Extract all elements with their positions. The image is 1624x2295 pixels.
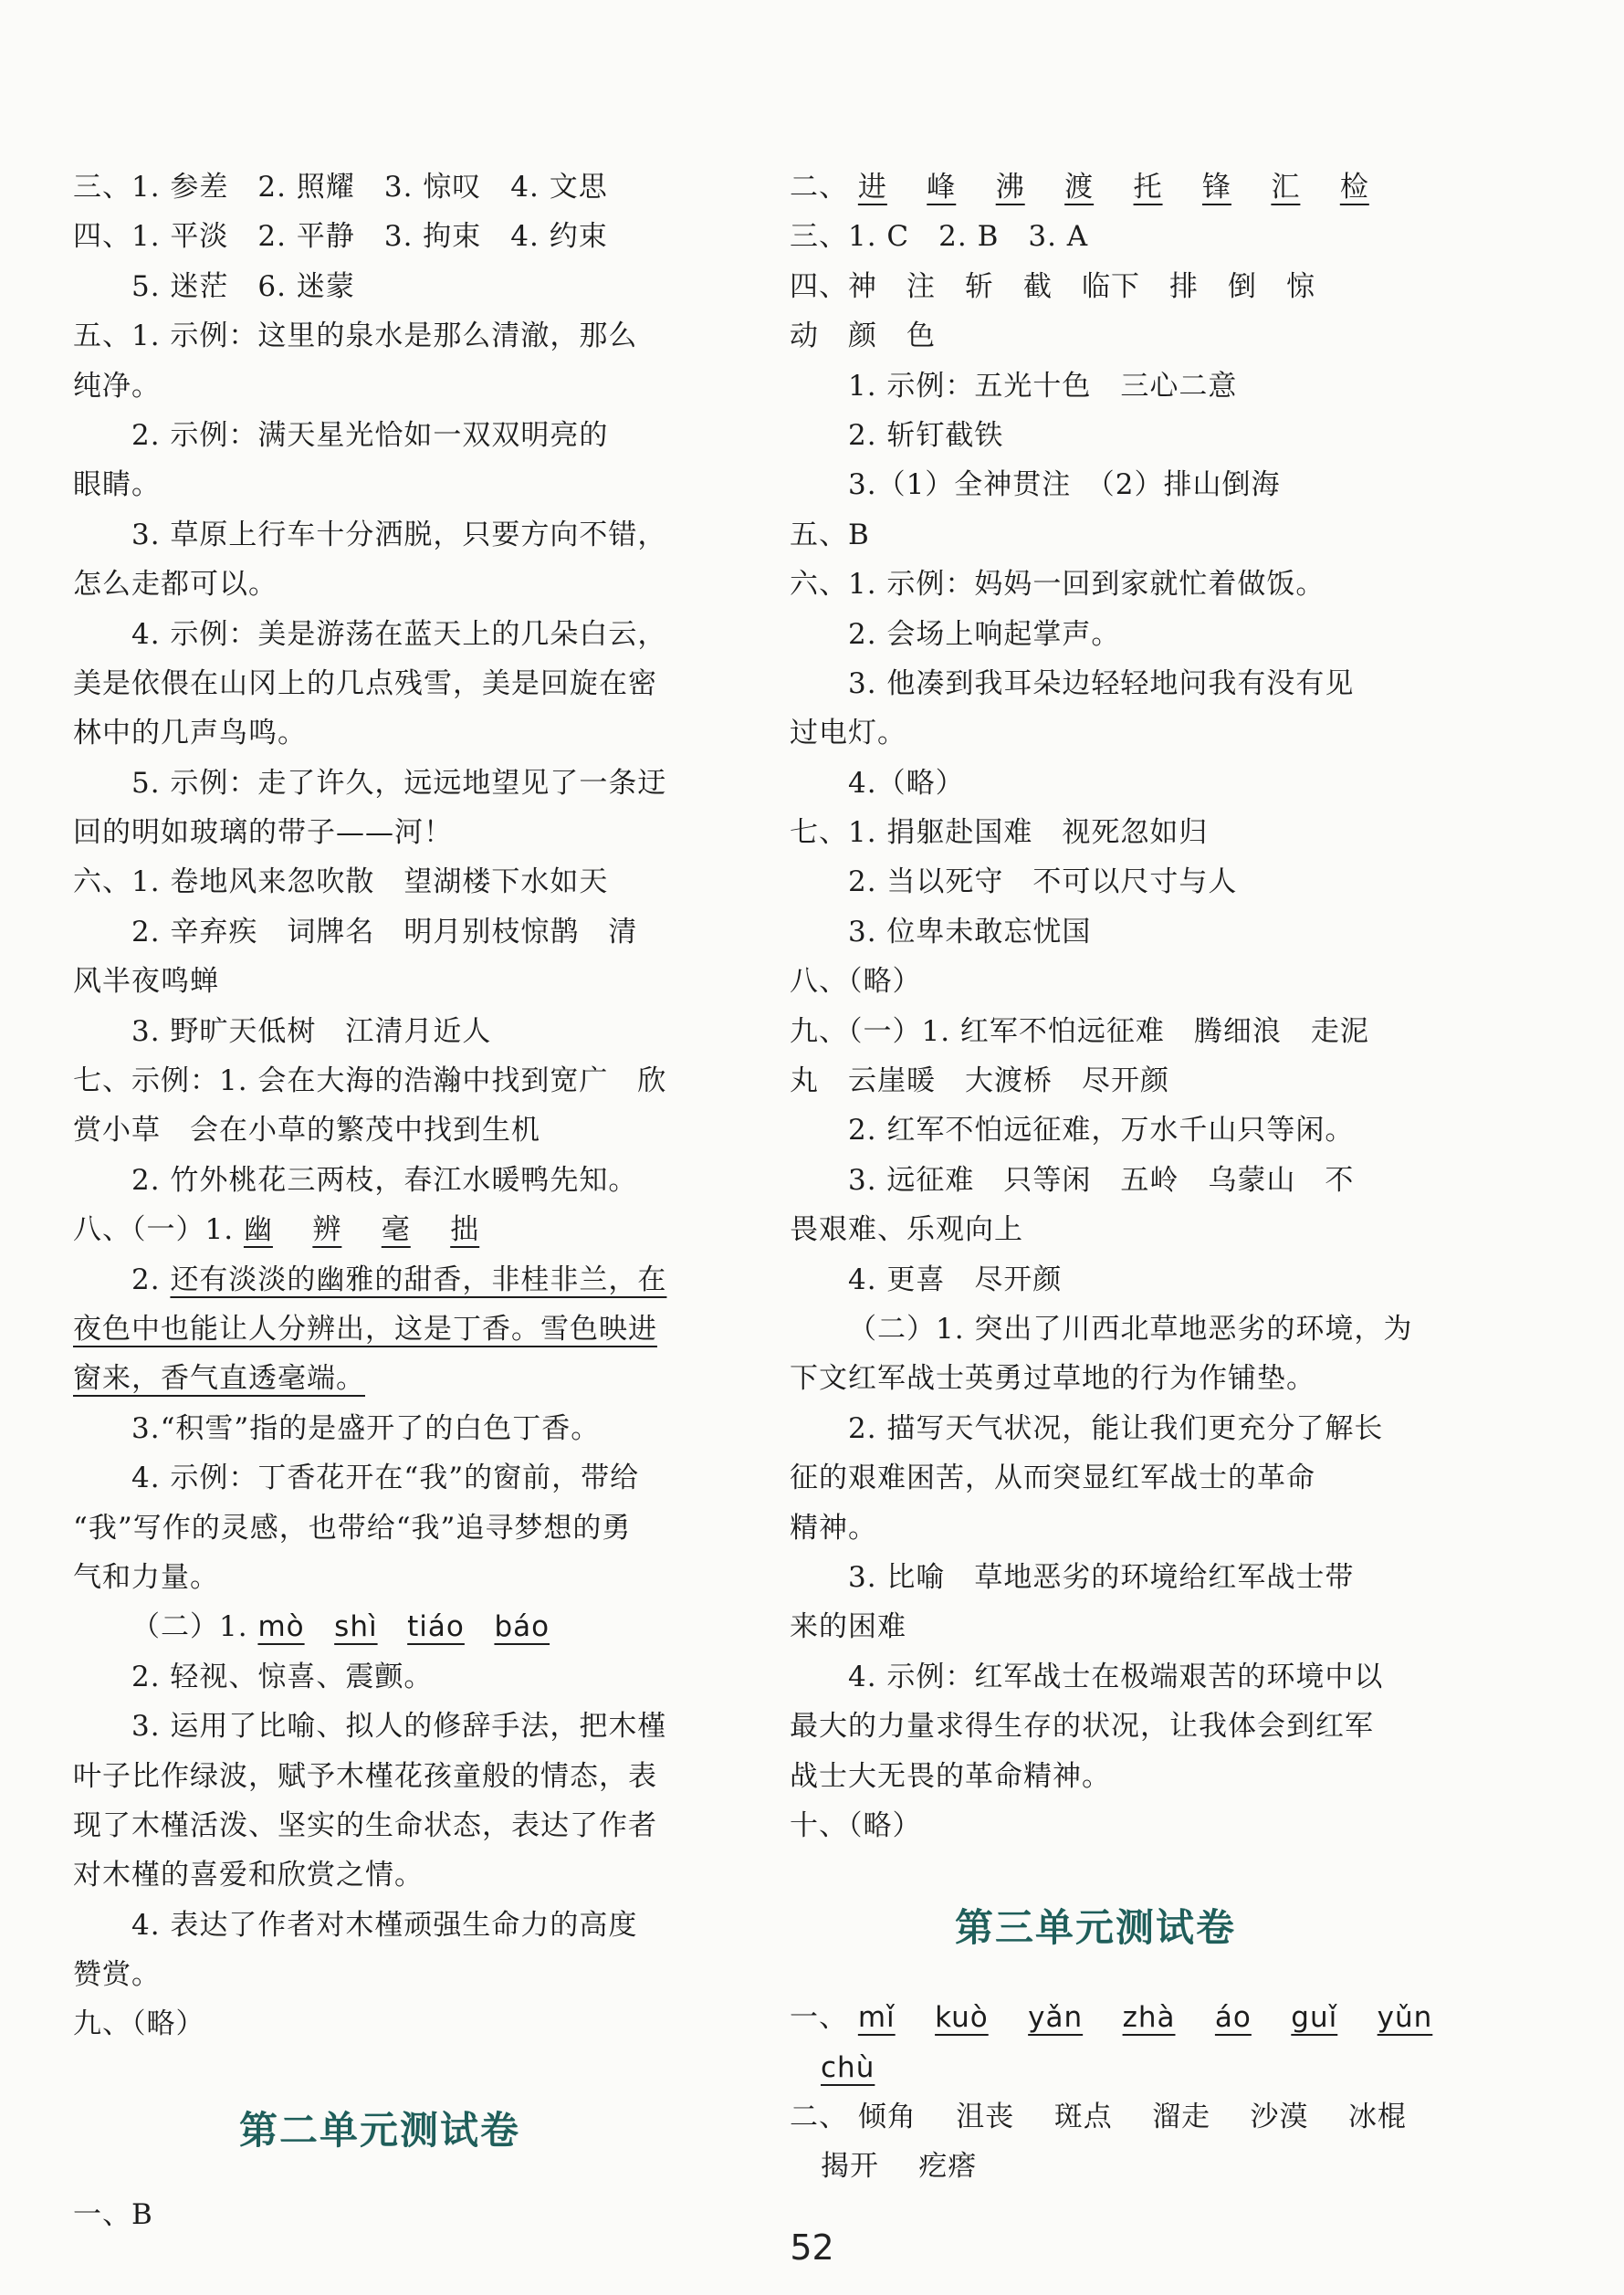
vocab-word: 溜走 [1152,2101,1211,2134]
vocab-word: 倾角 [857,2101,917,2134]
pinyin: kuò [935,2001,989,2035]
answer-line: 风半夜鸣蝉 [73,965,219,999]
vocab-word: 冰棍 [1347,2101,1407,2134]
q8-prefix: 八、（一）1. [73,1213,235,1247]
answer-line: 2. 示例：满天星光恰如一双双明亮的 [131,418,609,452]
answer-line: 畏艰难、乐观向上 [790,1213,1023,1247]
answer-line: 4. 更喜 尽开颜 [848,1263,1063,1296]
answer-line: 一、B [73,2197,153,2231]
section-title: 第三单元测试卷 [954,1905,1236,1951]
pinyin-line [790,1993,1433,2042]
answer-line: 纯净。 [73,369,161,403]
answer-line: 3. 草原上行车十分洒脱，只要方向不错， [131,518,667,551]
pinyin: tiáo [407,1610,465,1644]
answer-line: 六、1. 示例：妈妈一回到家就忙着做饭。 [790,568,1325,602]
answer-line: 征的艰难困苦，从而突显红军战士的革命 [790,1462,1315,1495]
answer-line: 2. 轻视、惊喜、震颤。 [131,1660,434,1693]
item-number: 2. [131,1263,161,1296]
answer-line: 2. 竹外桃花三两枝，春江水暖鸭先知。 [131,1163,638,1197]
answer-line [73,1305,686,1354]
answer-line: 4. 示例：美是游荡在蓝天上的几朵白云， [131,617,667,651]
pinyin: báo [494,1610,550,1644]
answer-line: 七、示例：1. 会在大海的浩瀚中找到宽广 欣 [73,1064,667,1098]
q2-prefix: 二、 [790,171,848,204]
answer-line: 3. 远征难 只等闲 五岭 乌蒙山 不 [848,1163,1355,1197]
underlined-char: 进 [857,171,887,204]
pinyin: zhà [1122,2001,1176,2035]
answer-line: 林中的几声鸟鸣。 [73,717,307,750]
underlined-sentence: 还有淡淡的幽雅的甜香，非桂非兰，在 [170,1263,667,1296]
answer-line: 七、1. 捐躯赴国难 视死忽如归 [790,816,1209,850]
answer-line: 对木槿的喜爱和欣赏之情。 [73,1859,424,1892]
pinyin: guǐ [1291,2001,1338,2035]
answer-line: 4. 示例：丁香花开在“我”的窗前，带给 [131,1462,640,1495]
answer-line: 精神。 [790,1511,877,1545]
answer-line: 赞赏。 [73,1958,161,1992]
answer-line: “我”写作的灵感，也带给“我”追寻梦想的勇 [73,1511,632,1545]
answer-line: 3. 位卑未敢忘忧国 [848,915,1092,948]
answer-line: 2. 红军不怕远征难，万水千山只等闲。 [848,1114,1355,1148]
underlined-char: 汇 [1271,171,1301,204]
answer-line: 4. 示例：红军战士在极端艰苦的环境中以 [848,1660,1384,1693]
underlined-char: 幽 [243,1213,273,1247]
underlined-char: 渡 [1064,171,1095,204]
pinyin: shì [334,1610,378,1644]
answer-line: 四、1. 平淡 2. 平静 3. 拘束 4. 约束 [73,220,608,254]
pinyin-prefix: 一、 [790,2001,848,2035]
page-number: 52 [790,2227,834,2268]
answer-line: 叶子比作绿波，赋予木槿花孩童般的情态，表 [73,1759,657,1793]
answer-line: 回的明如玻璃的带子——河！ [73,816,453,850]
answer-line: 八、（略） [790,965,922,999]
answer-line: 3. 运用了比喻、拟人的修辞手法，把木槿 [131,1710,667,1744]
underlined-char: 峰 [927,171,957,204]
pinyin: mǐ [857,2001,896,2035]
answer-line: 2. 描写天气状况，能让我们更充分了解长 [848,1411,1384,1445]
section-title: 第二单元测试卷 [238,2107,520,2153]
answer-line: 十、（略） [790,1808,922,1842]
answer-line: 5. 迷茫 6. 迷蒙 [131,269,355,303]
underlined-char: 锋 [1201,171,1231,204]
left-column [73,162,686,2239]
answer-line: （二）1. 突出了川西北草地恶劣的环境，为 [848,1312,1413,1346]
vocab-word: 沙漠 [1250,2101,1309,2134]
underlined-char: 检 [1339,171,1369,204]
vocab-word: 斑点 [1053,2101,1113,2134]
answer-line: 五、B [790,518,870,551]
answer-line: 1. 示例：五光十色 三心二意 [848,369,1238,403]
underlined-char: 辨 [312,1213,342,1247]
answer-line: 3.（1）全神贯注 （2）排山倒海 [848,468,1281,502]
vocab-word: 沮丧 [956,2101,1015,2134]
answer-line: 最大的力量求得生存的状况，让我体会到红军 [790,1710,1374,1744]
answer-line: 3. 他凑到我耳朵边轻轻地问我有没有见 [848,666,1355,700]
answer-line: 眼睛。 [73,468,161,502]
answer-line: 2. 当以死守 不可以尺寸与人 [848,865,1238,899]
q8-vocab-line [73,1205,686,1254]
answer-line: 丸 云崖暖 大渡桥 尽开颜 [790,1064,1169,1098]
answer-line: 3.“积雪”指的是盛开了的白色丁香。 [131,1411,601,1445]
underlined-sentence: 夜色中也能让人分辨出，这是丁香。 [73,1312,540,1346]
answer-line: 4. 表达了作者对木槿顽强生命力的高度 [131,1908,638,1942]
vocab-word: 揭开 [821,2150,879,2184]
answer-line: 过电灯。 [790,717,906,750]
answer-line: 下文红军战士英勇过草地的行为作铺垫。 [790,1362,1315,1396]
answer-line: 3. 比喻 草地恶劣的环境给红军战士带 [848,1560,1355,1594]
answer-line: 怎么走都可以。 [73,568,278,602]
answer-line: 2. 斩钉截铁 [848,418,1004,452]
pinyin: yǎn [1028,2001,1084,2035]
answer-line [73,1255,686,1305]
pinyin: chù [821,2050,875,2084]
vocab-line [790,2142,1401,2191]
answer-line: 三、1. C 2. B 3. A [790,220,1089,254]
pinyin-line [790,2043,1401,2092]
pinyin: yǔn [1377,2001,1433,2035]
answer-line: 5. 示例：走了许久，远远地望见了一条迂 [131,766,667,800]
answer-line: 九、（略） [73,2007,205,2041]
pinyin: áo [1214,2001,1252,2035]
answer-line: 2. 辛弃疾 词牌名 明月别枝惊鹊 清 [131,915,638,948]
vocab-line [790,2092,1407,2142]
right-column [790,162,1433,2192]
answer-line: 六、1. 卷地风来忽吹散 望湖楼下水如天 [73,865,609,899]
answer-line: 现了木槿活泼、坚实的生命状态，表达了作者 [73,1808,657,1842]
answer-line: 美是依偎在山冈上的几点残雪，美是回旋在密 [73,666,657,700]
answer-line: 来的困难 [790,1610,906,1644]
vocab-word: 疙瘩 [918,2150,978,2184]
answer-line: 气和力量。 [73,1560,219,1594]
answer-line: 九、（一）1. 红军不怕远征难 腾细浪 走泥 [790,1014,1369,1048]
pinyin-prefix: （二）1. [131,1610,248,1644]
underlined-char: 沸 [995,171,1025,204]
answer-line: 战士大无畏的革命精神。 [790,1759,1111,1793]
q2-vocab-line [790,162,1401,212]
underlined-sentence: 窗来，香气直透毫端。 [73,1362,365,1396]
answer-line: 三、1. 参差 2. 照耀 3. 惊叹 4. 文思 [73,171,608,204]
pinyin-line [73,1602,686,1651]
underlined-char: 托 [1133,171,1163,204]
pinyin: mò [257,1610,305,1644]
answer-line: 2. 会场上响起掌声。 [848,617,1121,651]
underlined-sentence: 雪色映进 [540,1312,657,1346]
underlined-char: 毫 [381,1213,411,1247]
answer-line: 动 颜 色 [790,320,936,353]
answer-line [73,1354,686,1403]
answer-line: 四、神 注 斩 截 临下 排 倒 惊 [790,269,1315,303]
answer-line: 3. 野旷天低树 江清月近人 [131,1014,492,1048]
answer-line: 五、1. 示例：这里的泉水是那么清澈，那么 [73,320,638,353]
underlined-char: 拙 [450,1213,480,1247]
answer-line: 赏小草 会在小草的繁茂中找到生机 [73,1114,540,1148]
q2b-prefix: 二、 [790,2101,848,2134]
answer-line: 4.（略） [848,766,965,800]
